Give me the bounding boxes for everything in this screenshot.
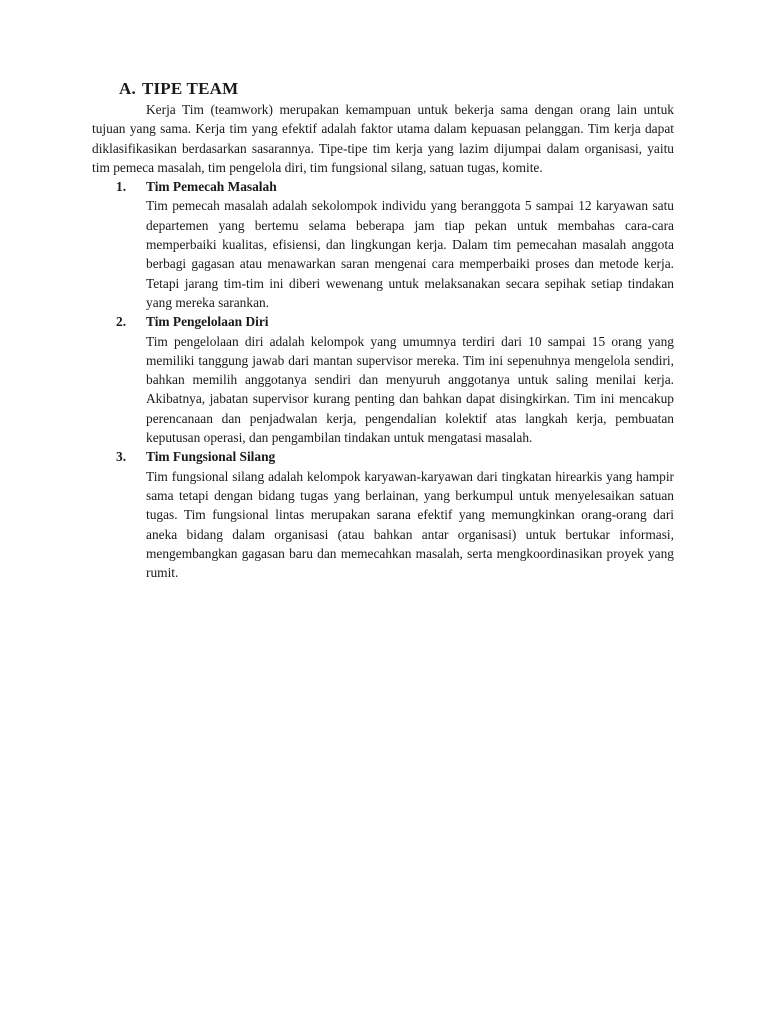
section-title: TIPE TEAM [141,79,239,98]
list-item-number: 3. [116,449,127,465]
section-heading [119,78,674,100]
list-item-title: Tim Pengelolaan Diri [146,314,269,330]
list-item-problem-solving [92,177,674,312]
list-item-self-managed [92,312,674,447]
list-item-heading [92,177,674,196]
intro-paragraph: Kerja Tim (teamwork) merupakan kemampuan untuk bekerja sama dengan orang lain untuk tujuan yang sama. Kerja tim yang efektif adalah faktor utama dalam kepuasan pelanggan. Tim kerja dapat diklasifikasikan berdasarkan sasarannya. Tipe-tipe tim kerja yang lazim dijumpai dalam organisasi, yaitu tim pemeca masalah, tim pengelola diri, tim fungsional silang, satuan tugas, komite. [92,102,674,175]
list-item-heading [92,447,674,466]
list-item-cross-functional [92,447,674,582]
list-item-number: 2. [116,314,127,330]
list-item-title: Tim Fungsional Silang [146,449,276,465]
list-item-title: Tim Pemecah Masalah [146,179,277,195]
list-item-body: Tim fungsional silang adalah kelompok karyawan-karyawan dari tingkatan hirearkis yang hampir sama tetapi dengan bidang tugas yang berlainan, yang berkumpul untuk menyelesaikan satuan tugas. Tim fungsional lintas merupakan sarana efektif yang memungkinkan orang-orang dari aneka bidang dalam organisasi (atau bahkan antar organisasi) untuk bertukar informasi, mengembangkan gagasan baru dan memecahkan masalah, serta mengkoordinasikan proyek yang rumit. [146,468,674,581]
document-page [92,78,674,582]
list-item-body: Tim pemecah masalah adalah sekolompok individu yang beranggota 5 sampai 12 karyawan satu departemen yang bertemu selama beberapa jam tiap pekan untuk membahas cara-cara memperbaiki kualitas, efisiensi, dan lingkungan kerja. Dalam tim pemecahan masalah anggota berbagi gagasan atau menawarkan saran mengenai cara memperbaiki proses dan metode kerja. Tetapi jarang tim-tim ini diberi wewenang untuk melaksanakan secara sepihak setiap tindakan yang mereka sarankan. [146,198,674,310]
section-number: A. [119,79,136,98]
list-item-body: Tim pengelolaan diri adalah kelompok yang umumnya terdiri dari 10 sampai 15 orang yang memiliki tanggung jawab dari mantan supervisor mereka. Tim ini sepenuhnya mengelola sendiri, bahkan memilih anggotanya sendiri dan menyuruh anggotanya untuk saling menilai kerja. Akibatnya, jabatan supervisor kurang penting dan bahkan dapat disingkirkan. Tim ini mencakup perencanaan dan penjadwalan kerja, pengendalian kolektif atas langkah kerja, pembuatan keputusan operasi, dan pengambilan tindakan untuk mengatasi masalah. [146,333,674,446]
list-item-number: 1. [116,179,127,195]
list-item-heading [92,312,674,331]
